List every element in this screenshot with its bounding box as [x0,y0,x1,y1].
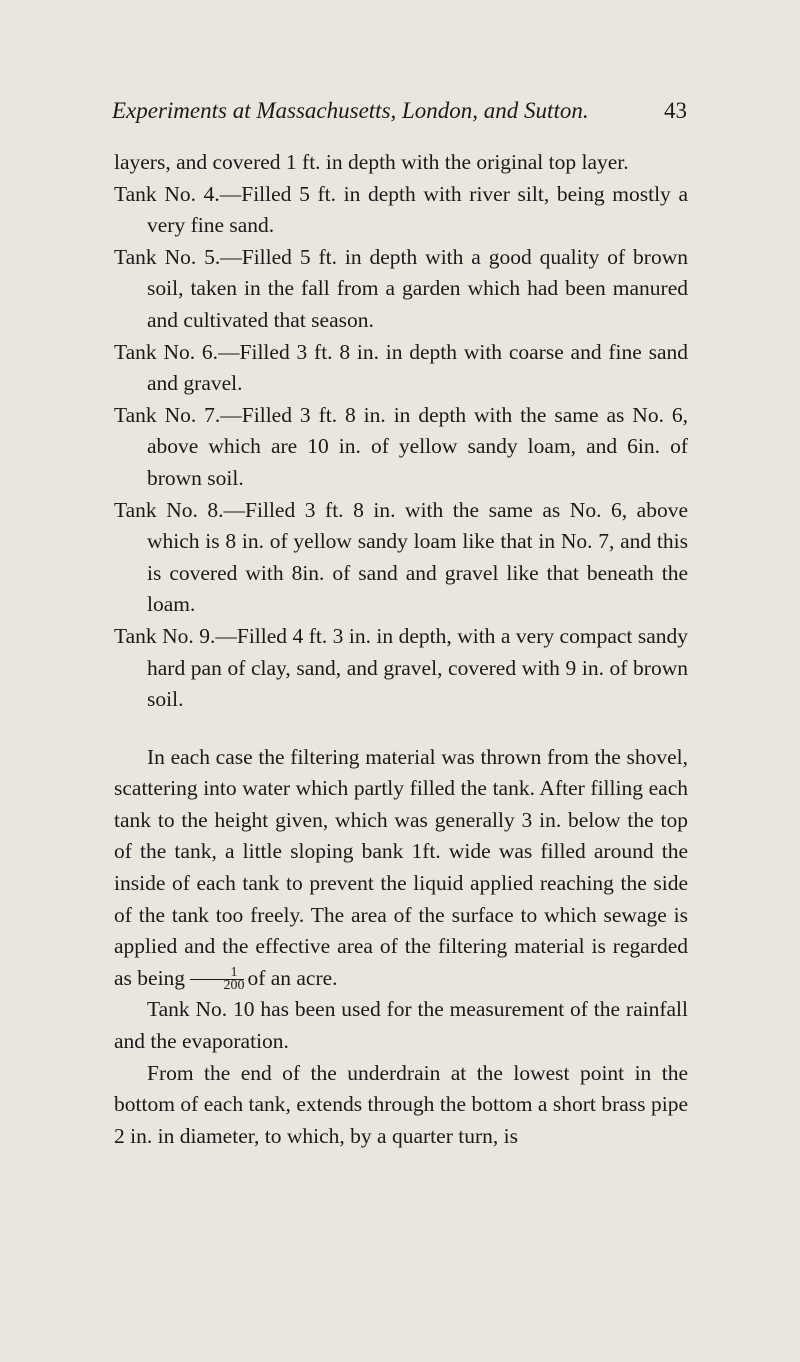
fraction-denominator: 200 [223,978,245,994]
paragraph-underdrain: From the end of the underdrain at the lowest point in the bottom of each tank, extends through the bottom a short brass pipe 2 in. in diameter, to which, by a quarter turn, is [114,1060,688,1148]
paragraph-filtering-text: In each case the filtering material was thrown from the shovel, scattering into water which partly filled the tank. After filling each tank to the height given, which was generally 3 in. below the top of the tank, a little sloping bank 1ft. wide was filled around the inside of each tank to prevent the liquid applied reaching the side of the tank too freely. The area of the surface to which sewage is applied and the effective area of the filtering material is regarded as being [114,744,688,990]
paragraph-tank-10: Tank No. 10 has been used for the measurement of the rainfall and the evaporation. [114,997,688,1054]
paragraph-filtering-tail: of an acre. [247,965,338,990]
page-number: 43 [664,98,687,123]
paragraph-continuation: layers, and covered 1 ft. in depth with the original top layer. [114,150,629,174]
paragraph-tank-9: Tank No. 9.—Filled 4 ft. 3 in. in depth, with a very compact sandy hard pan of clay, sand, and gravel, covered with 9 in. of brown soil. [114,623,688,712]
fraction-numerator: 1 [190,967,244,980]
paragraph-gap [114,716,688,742]
paragraph-tank-4: Tank No. 4.—Filled 5 ft. in depth with river silt, being mostly a very fine sand. [114,181,688,238]
fraction [190,967,244,992]
paragraph-tank-7: Tank No. 7.—Filled 3 ft. 8 in. in depth with the same as No. 6, above which are 10 in. of yellow sandy loam, and 6in. of brown soil. [114,402,688,490]
running-title: Experiments at Massachusetts, London, and Sutton. [112,98,589,123]
body-text [114,147,688,1152]
paragraph-filtering-material [114,742,688,995]
paragraph-tank-6: Tank No. 6.—Filled 3 ft. 8 in. in depth with coarse and fine sand and gravel. [114,339,688,396]
paragraph-tank-5: Tank No. 5.—Filled 5 ft. in depth with a good quality of brown soil, taken in the fall from a garden which had been manured and cultivated that season. [114,244,688,332]
paragraph-tank-8: Tank No. 8.—Filled 3 ft. 8 in. with the same as No. 6, above which is 8 in. of yellow sandy loam like that in No. 7, and this is covered with 8in. of sand and gravel like that beneath the loam. [114,497,688,617]
